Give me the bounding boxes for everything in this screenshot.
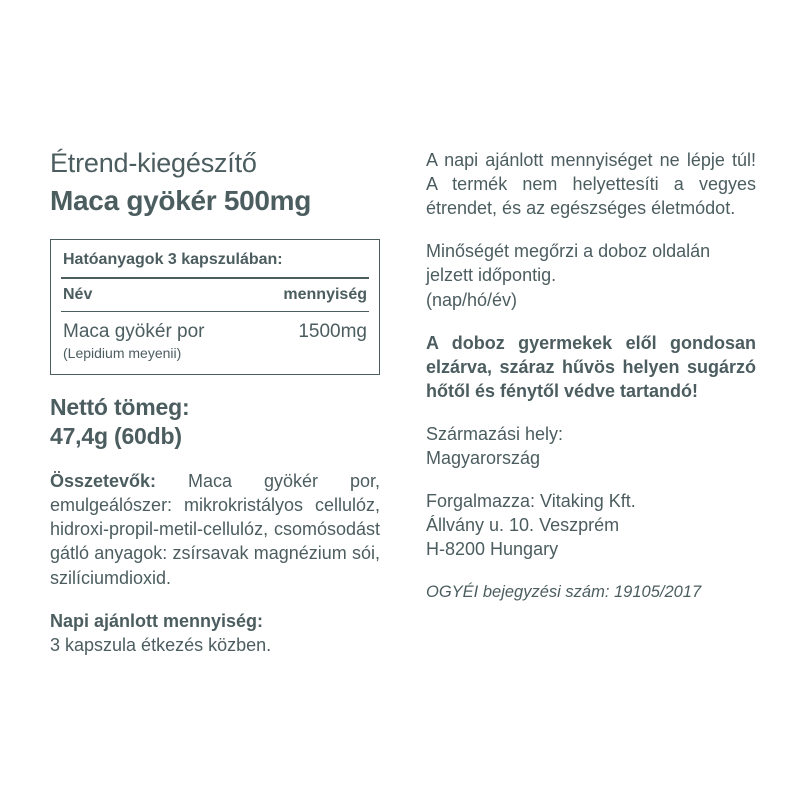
daily-dose-block <box>50 609 380 657</box>
distributor-postal: H-8200 Hungary <box>426 539 559 560</box>
supplement-facts-table <box>50 239 380 375</box>
net-weight-label: Nettó tömeg: <box>50 394 190 421</box>
ingredients-text: Maca gyökér por, emulgeálószer: mikrokristályos cellulóz, hidroxi-propil-metil-cellulóz, csomósodást gátló anyagok: zsírsavak magnézium sói, szilíciumdioxid. <box>50 471 380 588</box>
left-column <box>50 148 380 657</box>
daily-dose-heading: Napi ajánlott mennyiség: <box>50 610 264 631</box>
label-columns <box>50 148 756 657</box>
storage-warning: A doboz gyermekek elől gondosan elzárva, száraz hűvös helyen sugárzó hőtől és fénytől védve tartandó! <box>426 332 756 401</box>
net-weight-value: 47,4g (60db) <box>50 422 182 449</box>
daily-dose-text: 3 kapszula étkezés közben. <box>50 634 272 655</box>
origin-label: Származási hely: <box>426 423 564 444</box>
ingredients-paragraph <box>50 469 380 590</box>
distributor-block <box>426 489 756 561</box>
ingredients-heading: Összetevők: <box>50 471 157 492</box>
facts-column-header-amount: mennyiség <box>283 286 367 304</box>
facts-row-name-cell <box>63 321 205 362</box>
origin-block <box>426 422 756 470</box>
product-title: Maca gyökér 500mg <box>50 184 312 216</box>
distributor-street: Állvány u. 10. Veszprém <box>426 515 620 536</box>
distributor-name: Forgalmazza: Vitaking Kft. <box>426 491 636 512</box>
facts-column-header-name: Név <box>63 286 93 304</box>
best-before-block <box>426 239 756 311</box>
table-row <box>61 312 369 364</box>
overdose-warning: A napi ajánlott mennyiséget ne lépje túl! A termék nem helyettesíti a vegyes étrendet, és az egészséges életmódot. <box>426 150 756 219</box>
date-format-note: (nap/hó/év) <box>426 289 518 310</box>
net-weight <box>50 393 380 450</box>
origin-country: Magyarország <box>426 448 541 469</box>
registration-number: OGYÉI bejegyzési szám: 19105/2017 <box>426 582 702 601</box>
ingredient-name: Maca gyökér por <box>63 321 205 343</box>
ingredient-latin-name: (Lepidium meyenii) <box>63 344 182 361</box>
product-category: Étrend-kiegészítő <box>50 148 257 178</box>
best-before-text: Minőségét megőrzi a doboz oldalán jelzett időpontig. <box>426 241 711 286</box>
facts-table-title: Hatóanyagok 3 kapszulában: <box>63 251 283 269</box>
facts-header-row <box>61 279 369 311</box>
right-column <box>426 148 756 603</box>
ingredient-amount: 1500mg <box>298 321 367 343</box>
